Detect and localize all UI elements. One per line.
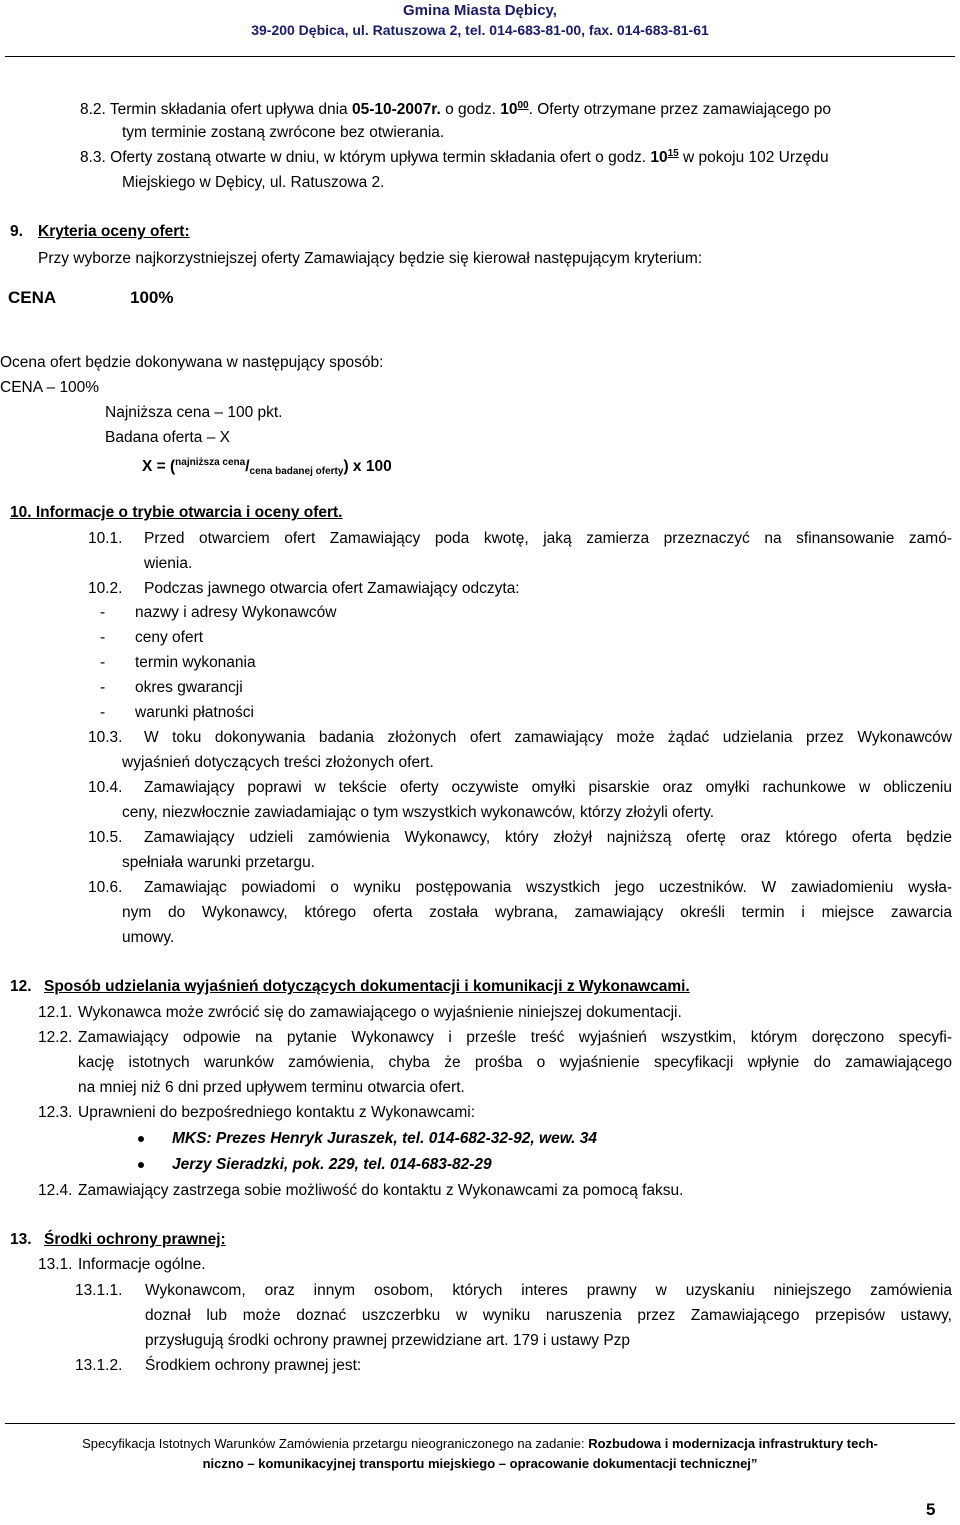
s12-number: 12. [10,978,32,995]
p1311-line1: Wykonawcom, oraz innym osobom, których interes prawny w uzyskaniu niniejszego zamówienia [145,1282,952,1299]
footer-line1: Specyfikacja Istotnych Warunków Zamówienia przetargu nieograniczonego na zadanie: Rozbudowa i modernizacja infrastruktury tech- [82,1436,878,1451]
header-address: 39-200 Dębica, ul. Ratuszowa 2, tel. 014-683-81-00, fax. 014-683-81-61 [251,22,709,38]
p124-text: Zamawiający zastrzega sobie możliwość do kontaktu z Wykonawcami za pomocą faksu. [78,1182,684,1199]
p105-line1: Zamawiający udzieli zamówienia Wykonawcy, który złożył najniższą ofertę oraz którego oferta będzie [144,829,952,846]
list-dash: - [100,679,106,696]
p131-text: Informacje ogólne. [78,1256,206,1273]
p82-line1: 8.2. Termin składania ofert upływa dnia 05-10-2007r. o godz. $10^{00}$. Oferty otrzymane przez zamawiającego po [80,100,831,118]
list-item: warunki płatności [135,704,254,721]
p106-line1: Zamawiając powiadomi o wyniku postępowania wszystkich jego uczestników. W zawiadomieniu wysła- [144,879,952,896]
p83-line1: 8.3. Oferty zostaną otwarte w dniu, w którym upływa termin składania ofert o godz. $10^{15}$ w pokoju 102 Urzędu [80,148,829,166]
p82-line2: tym terminie zostaną zwrócone bez otwierania. [122,124,445,141]
header-rule [5,56,955,57]
cena-line: CENA – 100% [0,379,100,396]
s12-title: Sposób udzielania wyjaśnień dotyczących dokumentacji i komunikacji z Wykonawcami. [44,978,690,995]
bullet-icon [138,1162,144,1168]
p1312-number: 13.1.2. [75,1357,123,1374]
p1311-line2: doznał lub może doznać uszczerbku w wyniku naruszenia przez Zamawiającego przepisów ustawy, [145,1307,952,1324]
p106-line2: nym do Wykonawcy, którego oferta została wybrana, zamawiający określi termin i miejsce zawarcia [122,904,952,921]
s13-number: 13. [10,1231,32,1248]
page-number: 5 [926,1500,936,1519]
list-dash: - [100,704,106,721]
p121-number: 12.1. [38,1004,73,1021]
p123-text: Uprawnieni do bezpośredniego kontaktu z Wykonawcami: [78,1104,476,1121]
s13-title: Środki ochrony prawnej: [44,1231,226,1248]
lowest-price-line: Najniższa cena – 100 pkt. [105,404,283,421]
list-item: okres gwarancji [135,679,243,696]
p124-number: 12.4. [38,1182,73,1199]
p106-line3: umowy. [122,929,175,946]
p123-number: 12.3. [38,1104,73,1121]
criterion-name: CENA [8,288,57,307]
bullet-icon [138,1136,144,1142]
formula: X = ($^{najniższa cena}$/cena badanej oferty) x 100 [142,457,392,477]
list-item: ceny ofert [135,629,204,646]
list-item: termin wykonania [135,654,256,671]
p102-text: Podczas jawnego otwarcia ofert Zamawiający odczyta: [144,580,520,597]
contact-item: Jerzy Sieradzki, pok. 229, tel. 014-683-82-29 [172,1156,492,1173]
p131-number: 13.1. [38,1256,73,1273]
criterion-value: 100% [130,288,174,307]
p101-number: 10.1. [88,530,123,547]
method-text: Ocena ofert będzie dokonywana w następujący sposób: [0,354,384,371]
p1311-line3: przysługują środki ochrony prawnej przewidziane art. 179 i ustawy Pzp [145,1332,631,1349]
header-org: Gmina Miasta Dębicy, [403,2,557,19]
p101-line2: wienia. [144,555,193,572]
p105-number: 10.5. [88,829,123,846]
s9-title: Kryteria oceny ofert: [38,223,190,240]
list-dash: - [100,629,106,646]
p104-line2: ceny, niezwłocznie zawiadamiając o tym wszystkich wykonawców, którzy złożyli oferty. [122,804,715,821]
p121-text: Wykonawca może zwrócić się do zamawiającego o wyjaśnienie niniejszej dokumentacji. [78,1004,682,1021]
p105-line2: spełniała warunki przetargu. [122,854,315,871]
list-item: nazwy i adresy Wykonawców [135,604,337,621]
p122-line2: kację istotnych warunków zamówienia, chyba że prośba o wyjaśnienie specyfikacji wpłynie do zamawiającego [78,1054,952,1071]
p122-number: 12.2. [38,1029,73,1046]
p1312-text: Środkiem ochrony prawnej jest: [145,1357,362,1374]
p104-line1: Zamawiający poprawi w tekście oferty oczywiste omyłki pisarskie oraz omyłki rachunkowe w obliczeniu [144,779,952,796]
p103-line1: W toku dokonywania badania złożonych ofert zamawiający może żądać udzielania przez Wykonawców [144,729,952,746]
p122-line3: na mniej niż 6 dni przed upływem terminu otwarcia ofert. [78,1079,465,1096]
p101-line1: Przed otwarciem ofert Zamawiający poda kwotę, jaką zamierza przeznaczyć na sfinansowanie zamó- [144,530,952,547]
list-dash: - [100,654,106,671]
p102-number: 10.2. [88,580,123,597]
contact-item: MKS: Prezes Henryk Juraszek, tel. 014-682-32-92, wew. 34 [172,1130,598,1147]
footer-line2: niczno – komunikacyjnej transportu miejskiego – opracowanie dokumentacji technicznej” [202,1456,758,1471]
p103-number: 10.3. [88,729,123,746]
p1311-number: 13.1.1. [75,1282,123,1299]
s10-heading: 10. Informacje o trybie otwarcia i oceny ofert. [10,504,343,521]
p103-line2: wyjaśnień dotyczących treści złożonych ofert. [122,754,434,771]
footer-rule [5,1423,955,1424]
p104-number: 10.4. [88,779,123,796]
tested-offer-line: Badana oferta – X [105,429,230,446]
p106-number: 10.6. [88,879,123,896]
s9-intro: Przy wyborze najkorzystniejszej oferty Zamawiający będzie się kierował następującym kryterium: [38,250,703,267]
s9-number: 9. [10,223,23,240]
p122-line1: Zamawiający odpowie na pytanie Wykonawcy i prześle treść wyjaśnień wszystkim, którym doręczono specyfi- [78,1029,952,1046]
list-dash: - [100,604,106,621]
p83-line2: Miejskiego w Dębicy, ul. Ratuszowa 2. [122,174,385,191]
